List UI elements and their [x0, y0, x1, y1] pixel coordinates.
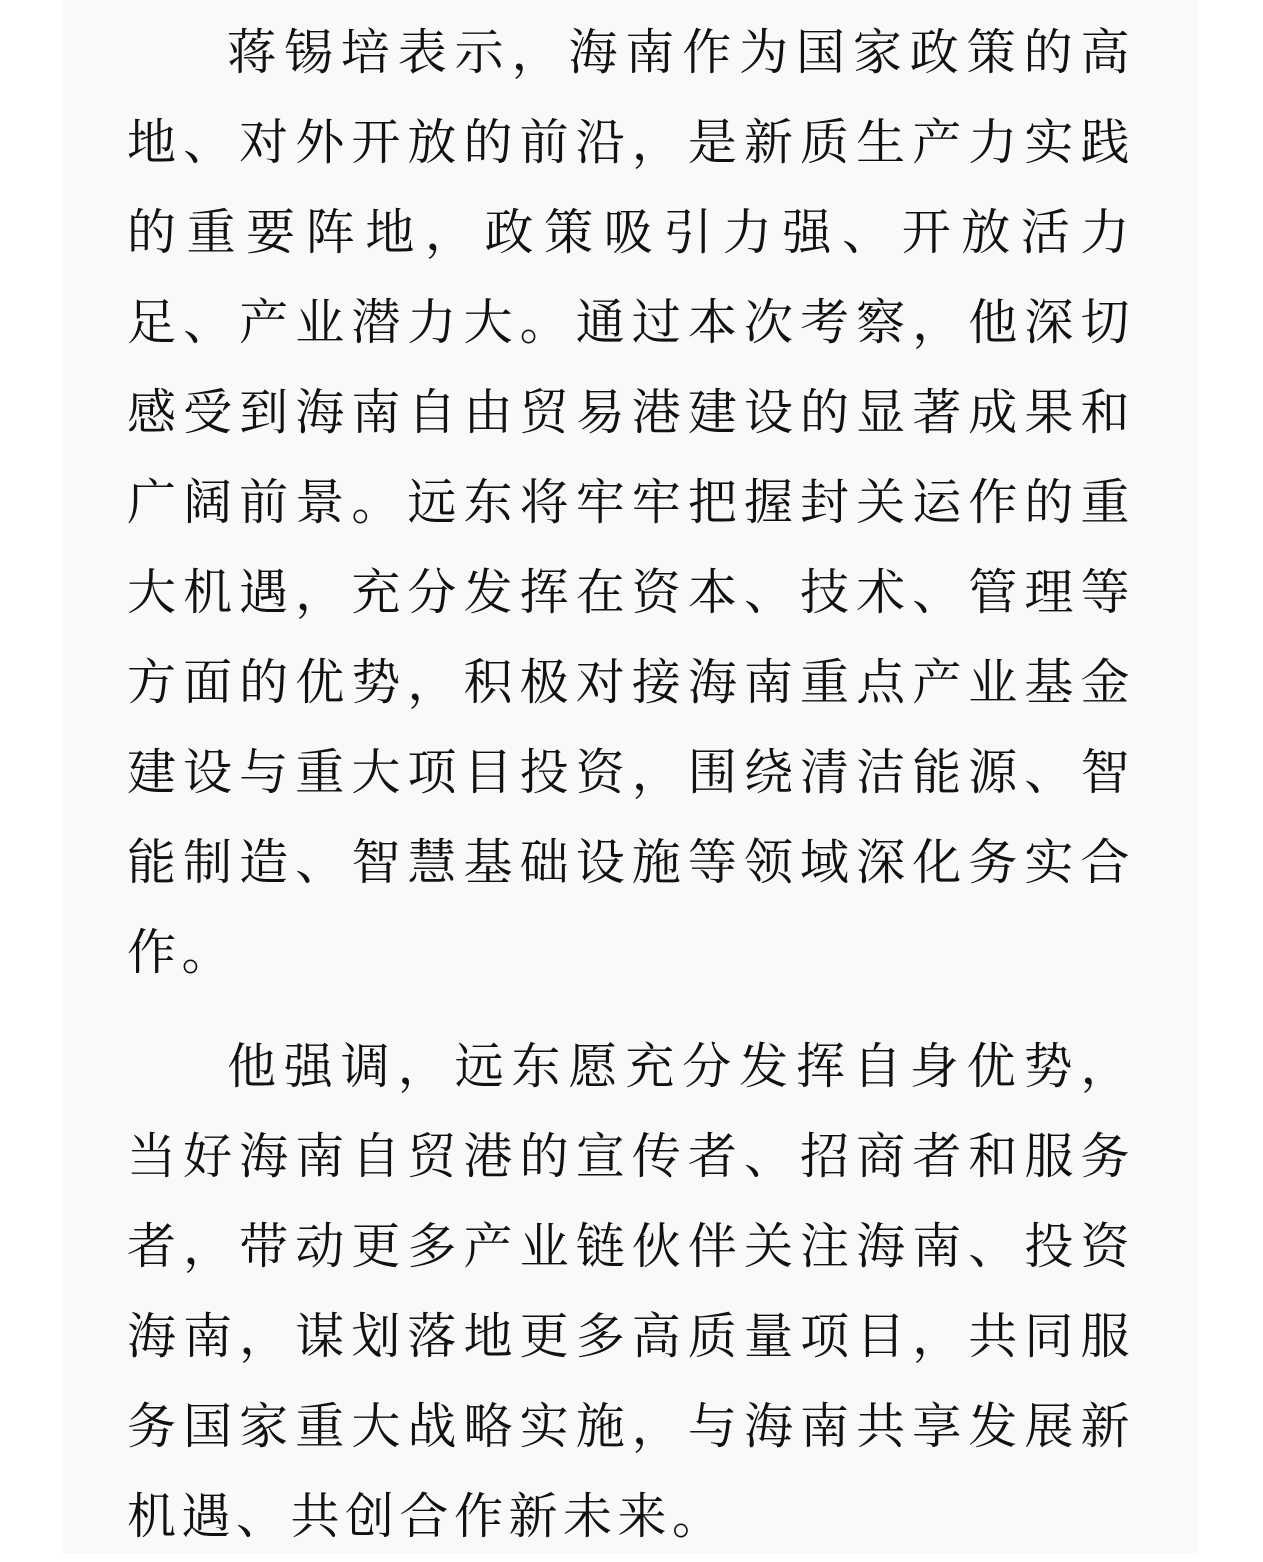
paragraph-1: 蒋锡培表示，海南作为国家政策的高地、对外开放的前沿，是新质生产力实践的重要阵地，政策吸引力强、开放活力足、产业潜力大。通过本次考察，他深切感受到海南自由贸易港建设的显著成果和广阔前景。远东将牢牢把握封关运作的重大机遇，充分发挥在资本、技术、管理等方面的优势，积极对接海南重点产业基金建设与重大项目投资，围绕清洁能源、智能制造、智慧基础设施等领域深化务实合作。 [127, 24, 1135, 981]
paragraph-2: 他强调，远东愿充分发挥自身优势，当好海南自贸港的宣传者、招商者和服务者，带动更多产业链伙伴关注海南、投资海南，谋划落地更多高质量项目，共同服务国家重大战略实施，与海南共享发展新机遇、共创合作新未来。 [127, 1038, 1135, 1545]
article-body [127, 8, 1135, 1562]
